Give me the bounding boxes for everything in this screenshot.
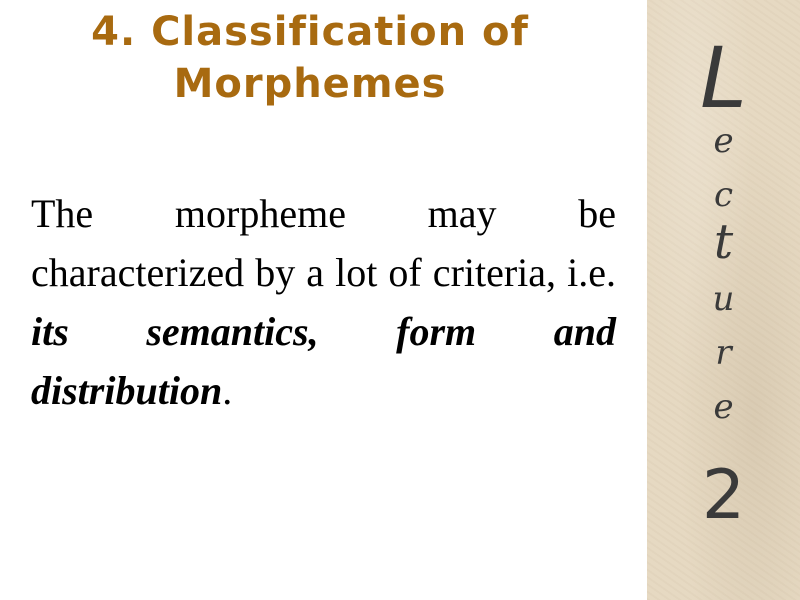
slide-title [0,6,620,110]
body-text-period: . [222,368,233,413]
side-letter-u: u [712,279,735,319]
lecture-side-panel [647,0,800,600]
side-letter-e: e [713,121,734,161]
slide-title-line-1: 4. Classification of [91,9,529,55]
slide-title-line-2: Morphemes [173,61,447,107]
side-letter-t: t [713,214,734,270]
body-text-emphasis-semantics: its semantics, [31,309,319,354]
side-letter-c: c [713,175,734,215]
body-text-space [319,309,397,354]
side-letter-L: L [700,29,747,127]
slide-body-paragraph [31,184,616,420]
side-letter-r: r [715,333,732,373]
side-letter-2: 2 [701,456,746,535]
side-letter-e-2: e [713,387,734,427]
body-text-plain: The morpheme may be characterized by a lot of criteria, i.e. [31,191,616,295]
body-text-emphasis-form-distribution: form and distribution [31,309,616,413]
